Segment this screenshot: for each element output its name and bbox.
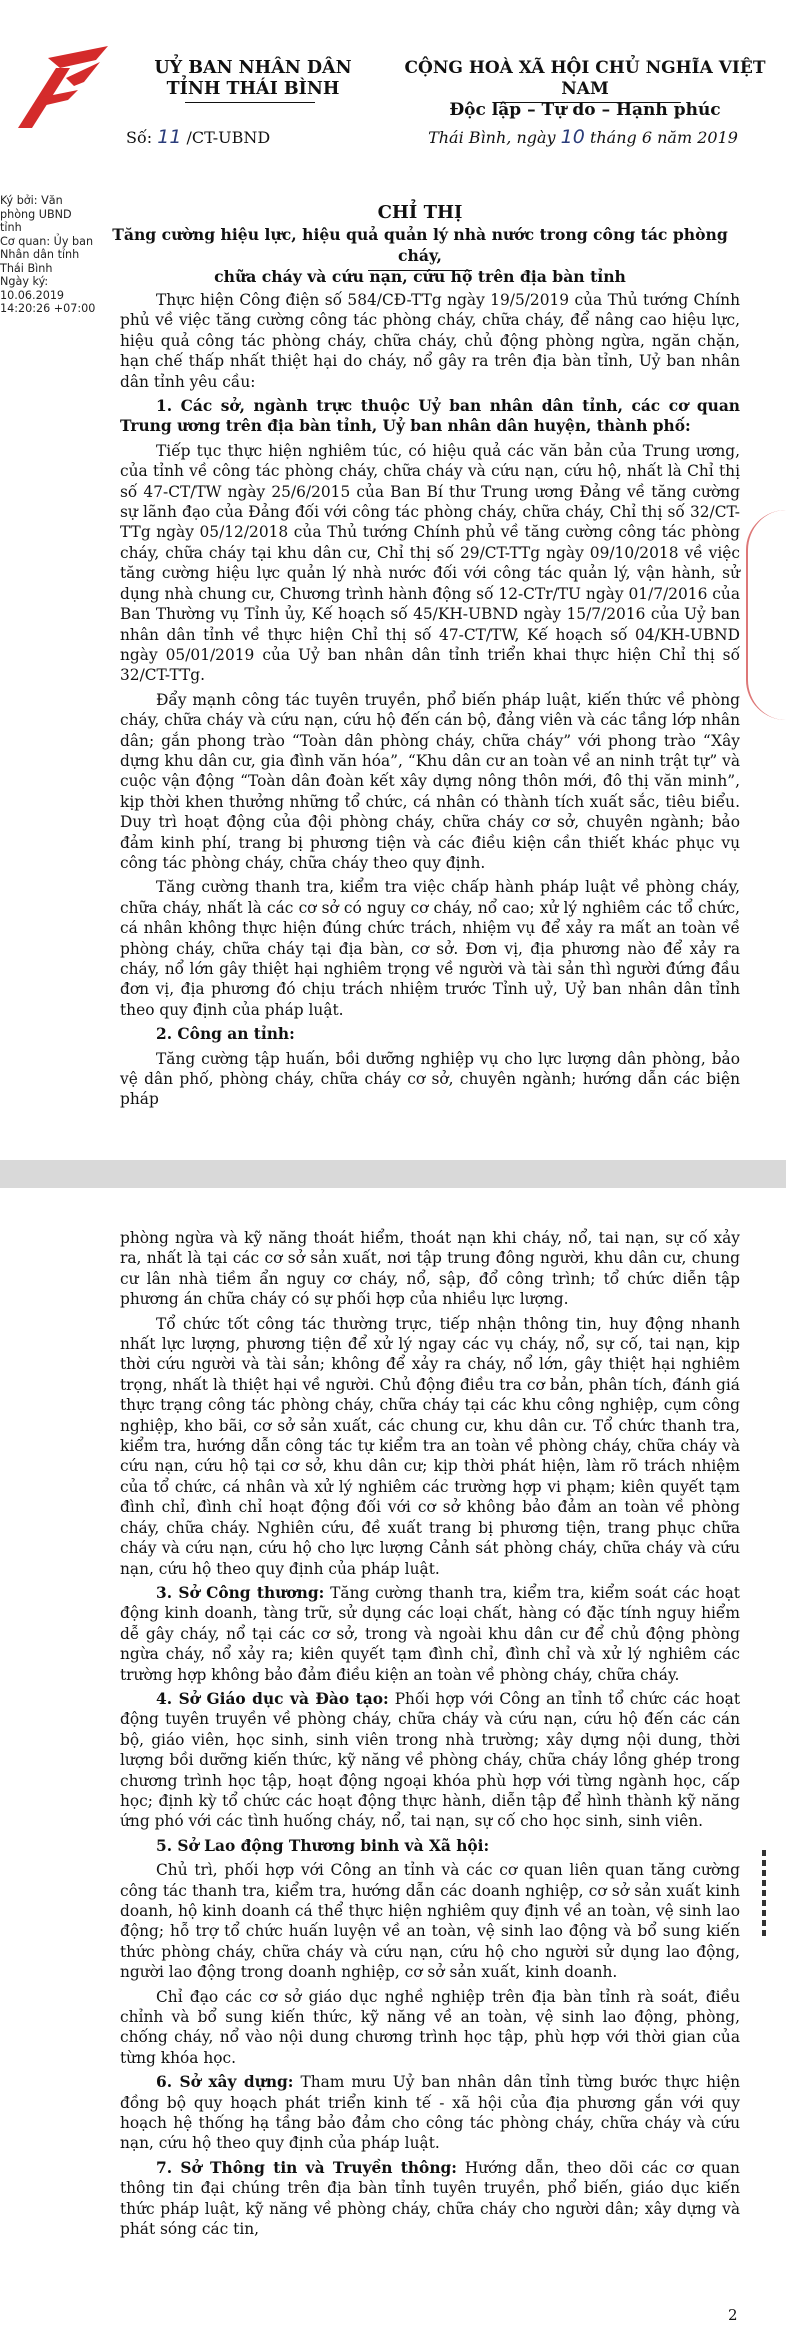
- issuer-underline: [185, 102, 315, 103]
- section-1-paragraph-3: Tăng cường thanh tra, kiểm tra việc chấp hành pháp luật về phòng cháy, chữa cháy, nhất là các cơ sở có nguy cơ cháy, nổ cao; xử lý nghiêm các tổ chức, cá nhân không thực hiện đúng chức trách, nhiệm vụ để xảy ra mất an toàn về phòng cháy, chữa cháy tại địa bàn, cơ sở. Đơn vị, địa phương nào để xảy ra cháy, nổ lớn gây thiệt hại nghiêm trọng về người và tài sản thì người đứng đầu đơn vị, địa phương đó chịu trách nhiệm trước Tỉnh uỷ, Uỷ ban nhân dân tỉnh theo quy định của pháp luật.: [120, 878, 740, 1019]
- section-2-continued: phòng ngừa và kỹ năng thoát hiểm, thoát nạn khi cháy, nổ, tai nạn, sự cố xảy ra, nhất là tại các cơ sở sản xuất, nơi tập trung đông người, khu dân cư, chung cư lân nhà tiềm ẩn nguy cơ cháy, nổ, sập, đổ công trình; tổ chức diễn tập phương án chữa cháy có sự phối hợp của nhiều lực lượng.: [120, 1229, 740, 1309]
- margin-mark: [762, 1850, 766, 1940]
- page-1-body: [120, 290, 740, 1114]
- signature-agency: Cơ quan: Ủy ban Nhân dân tỉnh Thái Bình: [0, 234, 94, 275]
- section-2-paragraph-2: Tổ chức tốt công tác thường trực, tiếp nhận thông tin, huy động nhanh nhất lực lượng, phương tiện để xử lý ngay các vụ cháy, nổ, sự cố, tai nạn, kịp thời cứu người và tài sản; không để xảy ra cháy, nổ lớn, gây thiệt hại nghiêm trọng, nhất là thiệt hại về người. Chủ động điều tra cơ bản, phân tích, đánh giá thực trạng công tác phòng cháy, chữa cháy tại các khu công nghiệp, cụm công nghiệp, kho bãi, cơ sở sản xuất, các chung cư, khu dân cư. Tổ chức thanh tra, kiểm tra, hướng dẫn công tác tự kiểm tra an toàn về phòng cháy, chữa cháy và cứu nạn, cứu hộ tại cơ sở, khu dân cư; kịp thời phát hiện, làm rõ trách nhiệm của tổ chức, cá nhân và xử lý nghiêm các trường hợp vi phạm; kiên quyết tạm đình chỉ, đình chỉ hoạt động đối với cơ sở không bảo đảm an toàn về phòng cháy, chữa cháy. Nghiên cứu, đề xuất trang bị phương tiện, trang phục chữa cháy và cứu nạn, cứu hộ cho lực lượng Cảnh sát phòng cháy, chữa cháy và cứu nạn, cứu hộ theo quy định của pháp luật.: [120, 1314, 740, 1578]
- section-3-paragraph: [120, 1583, 740, 1685]
- date-day-handwritten: 10: [560, 126, 585, 148]
- issuer-line-2: TỈNH THÁI BÌNH: [166, 79, 340, 99]
- section-7-paragraph: [120, 2158, 740, 2240]
- section-6-label: 6. Sở xây dựng:: [156, 2073, 294, 2092]
- document-number: [126, 126, 270, 148]
- provincial-emblem-logo: [8, 38, 118, 138]
- subtitle-underline: [368, 270, 472, 271]
- red-seal-edge: [746, 510, 786, 720]
- issuer-block: [118, 58, 388, 100]
- section-1-paragraph-2: Đẩy mạnh công tác tuyên truyền, phổ biến pháp luật, kiến thức về phòng cháy, chữa cháy và cứu nạn, cứu hộ đến cán bộ, đảng viên và các tầng lớp nhân dân; gắn phong trào “Toàn dân phòng cháy, chữa cháy” với phong trào “Xây dựng khu dân cư, gia đình văn hóa”, “Khu dân cư an toàn về an ninh trật tự” và cuộc vận động “Toàn dân đoàn kết xây dựng nông thôn mới, đô thị văn minh”, kịp thời khen thưởng những tổ chức, cá nhân có thành tích xuất sắc, tiêu biểu. Duy trì hoạt động của đội phòng cháy, chữa cháy cơ sở, chuyên ngành; bảo đảm kinh phí, trang bị phương tiện và các điều kiện cần thiết khác phục vụ công tác phòng cháy, chữa cháy theo quy định.: [120, 690, 740, 872]
- section-1-heading: 1. Các sở, ngành trực thuộc Uỷ ban nhân dân tỉnh, các cơ quan Trung ương trên địa bàn tỉnh, Uỷ ban nhân dân huyện, thành phố:: [120, 397, 740, 436]
- page-2-body: [120, 1228, 740, 2244]
- section-5-paragraph-1: Chủ trì, phối hợp với Công an tỉnh và các cơ quan liên quan tăng cường công tác thanh tra, kiểm tra, hướng dẫn các doanh nghiệp, cơ sở sản xuất kinh doanh, hộ kinh doanh cá thể thực hiện nghiêm quy định về an toàn, vệ sinh lao động; hỗ trợ tổ chức huấn luyện về an toàn, vệ sinh lao động và bổ sung kiến thức phòng cháy, chữa cháy và cứu nạn, cứu hộ cho người sử dụng lao động, người lao động trong doanh nghiệp, cơ sở sản xuất, kinh doanh.: [120, 1861, 740, 1982]
- number-suffix: /CT-UBND: [186, 128, 271, 147]
- nation-line-2: Độc lập – Tự do – Hạnh phúc: [449, 100, 721, 120]
- section-3-label: 3. Sở Công thương:: [156, 1583, 325, 1602]
- section-1-paragraph-1: Tiếp tục thực hiện nghiêm túc, có hiệu quả các văn bản của Trung ương, của tỉnh về công tác phòng cháy, chữa cháy và cứu nạn, cứu hộ, nhất là Chỉ thị số 47-CT/TW ngày 25/6/2015 của Ban Bí thư Trung ương Đảng về tăng cường sự lãnh đạo của Đảng đối với công tác phòng cháy, chữa cháy, Chỉ thị số 32/CT-TTg ngày 05/12/2018 của Thủ tướng Chính phủ về tăng cường công tác phòng cháy, chữa cháy tại khu dân cư, Chỉ thị số 29/CT-TTg ngày 09/10/2018 về việc tăng cường hiệu lực quản lý nhà nước đối với công tác quản lý, vận hành, sử dụng nhà chung cư, Chương trình hành động số 12-CTr/TU ngày 01/7/2016 của Ban Thường vụ Tỉnh ủy, Kế hoạch số 45/KH-UBND ngày 15/7/2016 của Uỷ ban nhân dân tỉnh về thực hiện Chỉ thị số 47-CT/TW, Kế hoạch số 04/KH-UBND ngày 05/01/2019 của Uỷ ban nhân dân tỉnh triển khai thực hiện Chỉ thị số 32/CT-TTg.: [120, 441, 740, 685]
- section-4-label: 4. Sở Giáo dục và Đào tạo:: [156, 1689, 389, 1708]
- section-7-label: 7. Sở Thông tin và Truyền thông:: [156, 2158, 457, 2177]
- date-prefix: Thái Bình, ngày: [428, 128, 556, 147]
- subtitle-line-2: chữa cháy và cứu nạn, cứu hộ trên địa bàn tỉnh: [214, 267, 626, 286]
- nation-line-1: CỘNG HOÀ XÃ HỘI CHỦ NGHĨA VIỆT NAM: [404, 58, 766, 99]
- signature-date: Ngày ký: 10.06.2019 14:20:26 +07:00: [0, 275, 96, 315]
- intro-paragraph: Thực hiện Công điện số 584/CĐ-TTg ngày 19/5/2019 của Thủ tướng Chính phủ về việc tăng cường công tác phòng cháy, chữa cháy, để nâng cao hiệu lực, hiệu quả công tác phòng cháy, chữa cháy, chủ động phòng ngừa, ngăn chặn, hạn chế thấp nhất thiệt hại do cháy, nổ gây ra trên địa bàn tỉnh, Uỷ ban nhân dân tỉnh yêu cầu:: [120, 291, 740, 391]
- page-break: [0, 1160, 786, 1188]
- subtitle-line-1: Tăng cường hiệu lực, hiệu quả quản lý nhà nước trong công tác phòng cháy,: [112, 225, 728, 265]
- section-4-paragraph: [120, 1689, 740, 1832]
- date-suffix: tháng 6 năm 2019: [589, 128, 738, 147]
- digital-signature-info: [0, 194, 96, 316]
- number-prefix: Số:: [126, 128, 153, 147]
- section-3-text: Tăng cường thanh tra, kiểm tra, kiểm soát các hoạt động kinh doanh, tàng trữ, sử dụng các loại chất, hàng có đặc tính nguy hiểm dễ gây cháy, nổ tại các cơ sở, trong và ngoài khu dân cư để chủ động phòng ngừa cháy, nổ xảy ra; kiên quyết tạm đình chỉ, đình chỉ và xử lý nghiêm các trường hợp không bảo đảm điều kiện an toàn về phòng cháy, chữa cháy.: [120, 1583, 740, 1684]
- section-5-paragraph-2: Chỉ đạo các cơ sở giáo dục nghề nghiệp trên địa bàn tỉnh rà soát, điều chỉnh và bổ sung kiến thức, kỹ năng về an toàn, vệ sinh lao động, phòng, chống cháy, nổ vào nội dung chương trình học tập, phù hợp với thời gian của từng khóa học.: [120, 1987, 740, 2067]
- document-title: CHỈ THỊ: [377, 202, 463, 223]
- document-subtitle: [110, 224, 730, 287]
- page-number: 2: [728, 2306, 738, 2324]
- section-7-text: Hướng dẫn, theo dõi các cơ quan thông tin đại chúng trên địa bàn tỉnh tuyên truyền, phổ biến, giáo dục kiến thức pháp luật, kỹ năng về phòng cháy, chữa cháy cho người dân; xây dựng và phát sóng các tin,: [120, 2158, 740, 2239]
- number-handwritten: 11: [157, 126, 182, 148]
- section-4-text: Phối hợp với Công an tỉnh tổ chức các hoạt động tuyên truyền về phòng cháy, chữa cháy và cứu nạn, cứu hộ đến các cán bộ, giáo viên, học sinh, sinh viên trong nhà trường; xây dựng nội dung, thời lượng bồi dưỡng kiến thức, kỹ năng về phòng cháy, chữa cháy lồng ghép trong chương trình học tập, hoạt động ngoại khóa phù hợp với từng ngành học, cấp học; định kỳ tổ chức các hoạt động thực hành, diễn tập để hình thành kỹ năng ứng phó với các tình huống cháy, nổ, tai nạn, sự cố cho học sinh, sinh viên.: [120, 1689, 740, 1831]
- nation-block: [395, 58, 775, 121]
- section-5-heading: 5. Sở Lao động Thương binh và Xã hội:: [156, 1836, 490, 1855]
- document-page-1: [0, 0, 786, 1160]
- date-line: [388, 126, 778, 148]
- nation-underline: [493, 102, 681, 103]
- signature-signer: Ký bởi: Văn phòng UBND tỉnh: [0, 194, 72, 234]
- issuer-line-1: UỶ BAN NHÂN DÂN: [154, 58, 352, 78]
- section-6-paragraph: [120, 2072, 740, 2154]
- section-6-text: Tham mưu Uỷ ban nhân dân tỉnh từng bước thực hiện đồng bộ quy hoạch phát triển kinh tế - xã hội của địa phương gắn với quy hoạch hệ thống hạ tầng bảo đảm cho công tác phòng cháy, chữa cháy và cứu nạn, cứu hộ theo quy định của pháp luật.: [120, 2073, 740, 2153]
- section-2-heading: 2. Công an tỉnh:: [156, 1025, 295, 1044]
- section-2-paragraph-1: Tăng cường tập huấn, bồi dưỡng nghiệp vụ cho lực lượng dân phòng, bảo vệ dân phố, phòng cháy, chữa cháy cơ sở, chuyên ngành; hướng dẫn các biện pháp: [120, 1049, 740, 1109]
